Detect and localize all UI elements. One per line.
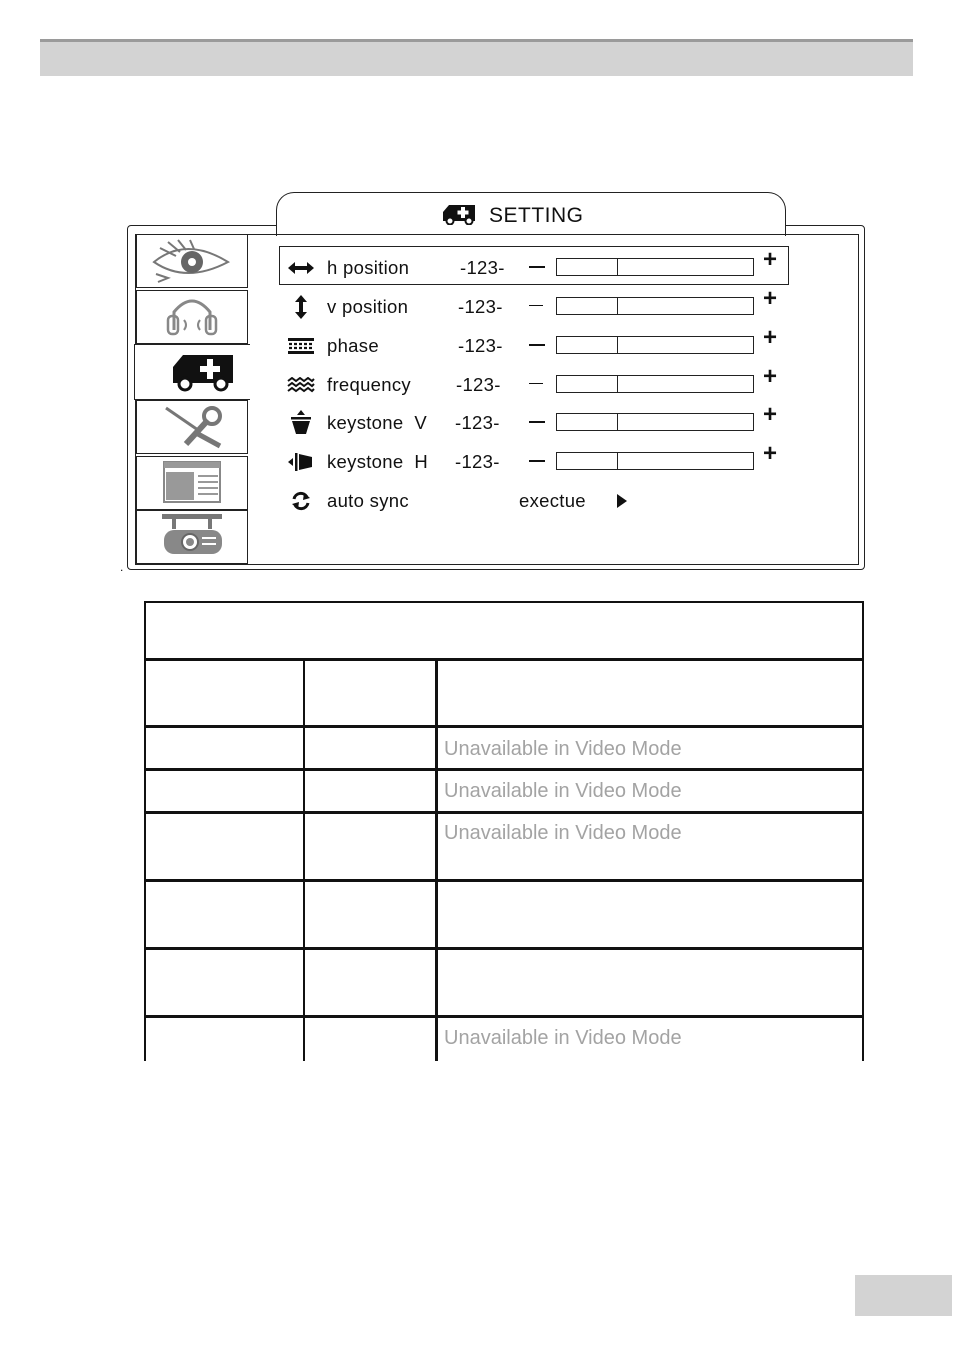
phase-grid-icon <box>286 334 316 358</box>
decrease-button[interactable] <box>529 266 545 268</box>
increase-button[interactable]: + <box>763 401 778 428</box>
v-arrows-icon <box>286 295 316 319</box>
setting-slider[interactable] <box>556 413 754 431</box>
increase-button[interactable]: + <box>763 440 778 467</box>
table-cell-note: Unavailable in Video Mode <box>444 822 682 844</box>
setting-label: frequency <box>327 374 411 395</box>
setting-slider[interactable] <box>556 452 754 470</box>
tab-tools[interactable] <box>136 400 248 454</box>
setting-row-auto-sync[interactable] <box>286 489 806 513</box>
projector-icon <box>146 510 238 565</box>
setting-label: auto sync <box>327 490 409 511</box>
headphones-icon <box>146 290 238 345</box>
table-cell-note: Unavailable in Video Mode <box>444 1027 682 1049</box>
setting-value: -123- <box>458 296 503 317</box>
window-icon <box>146 456 238 511</box>
setting-slider[interactable] <box>556 258 754 276</box>
setting-slider[interactable] <box>556 297 754 315</box>
ambulance-icon <box>147 345 239 400</box>
setting-slider[interactable] <box>556 336 754 354</box>
keystone-h-icon <box>286 450 316 474</box>
eye-icon <box>146 234 238 289</box>
tab-audio[interactable] <box>136 290 248 344</box>
decrease-button[interactable] <box>529 344 545 346</box>
table-cell-note: Unavailable in Video Mode <box>444 738 682 760</box>
setting-slider[interactable] <box>556 375 754 393</box>
decrease-button[interactable] <box>529 460 545 462</box>
setting-label: phase <box>327 335 379 356</box>
setting-row-keystone-h[interactable] <box>286 440 806 474</box>
page-header-bar <box>40 39 913 76</box>
increase-button[interactable]: + <box>763 363 778 390</box>
setting-row-frequency[interactable] <box>286 363 806 397</box>
play-arrow-icon[interactable] <box>616 494 628 513</box>
setting-label: h position <box>327 257 410 278</box>
decrease-button[interactable] <box>529 305 543 306</box>
setting-row-phase[interactable] <box>286 324 806 358</box>
stray-dot: . <box>120 560 124 574</box>
increase-button[interactable]: + <box>763 324 778 351</box>
tools-icon <box>146 400 238 455</box>
setting-value: -123- <box>458 335 503 356</box>
sync-icon <box>286 489 316 513</box>
setting-value: -123- <box>455 451 500 472</box>
setting-value: -123- <box>456 374 501 395</box>
setting-value: -123- <box>460 257 505 278</box>
table-cell-note: Unavailable in Video Mode <box>444 780 682 802</box>
waves-icon <box>286 373 316 397</box>
page-number-tab <box>855 1275 952 1316</box>
h-arrows-icon <box>286 256 316 280</box>
setting-value: -123- <box>455 412 500 433</box>
setting-label: v position <box>327 296 409 317</box>
tab-projector[interactable] <box>136 510 248 564</box>
setting-row-keystone-v[interactable] <box>286 401 806 435</box>
tab-setting[interactable] <box>134 344 250 400</box>
setting-row-v-position[interactable] <box>286 285 806 319</box>
increase-button[interactable]: + <box>763 285 778 312</box>
execute-label[interactable]: exectue <box>519 490 586 511</box>
decrease-button[interactable] <box>529 421 545 423</box>
keystone-v-icon <box>286 411 316 435</box>
osd-title <box>441 203 584 229</box>
increase-button[interactable]: + <box>763 246 778 273</box>
setting-label: keystone V <box>327 412 427 433</box>
decrease-button[interactable] <box>529 383 543 384</box>
osd-title-text: SETTING <box>489 204 584 227</box>
tab-display[interactable] <box>136 456 248 510</box>
setting-label: keystone H <box>327 451 428 472</box>
setting-row-h-position[interactable] <box>286 246 806 280</box>
ambulance-icon <box>441 201 479 231</box>
tab-picture[interactable] <box>136 234 248 288</box>
